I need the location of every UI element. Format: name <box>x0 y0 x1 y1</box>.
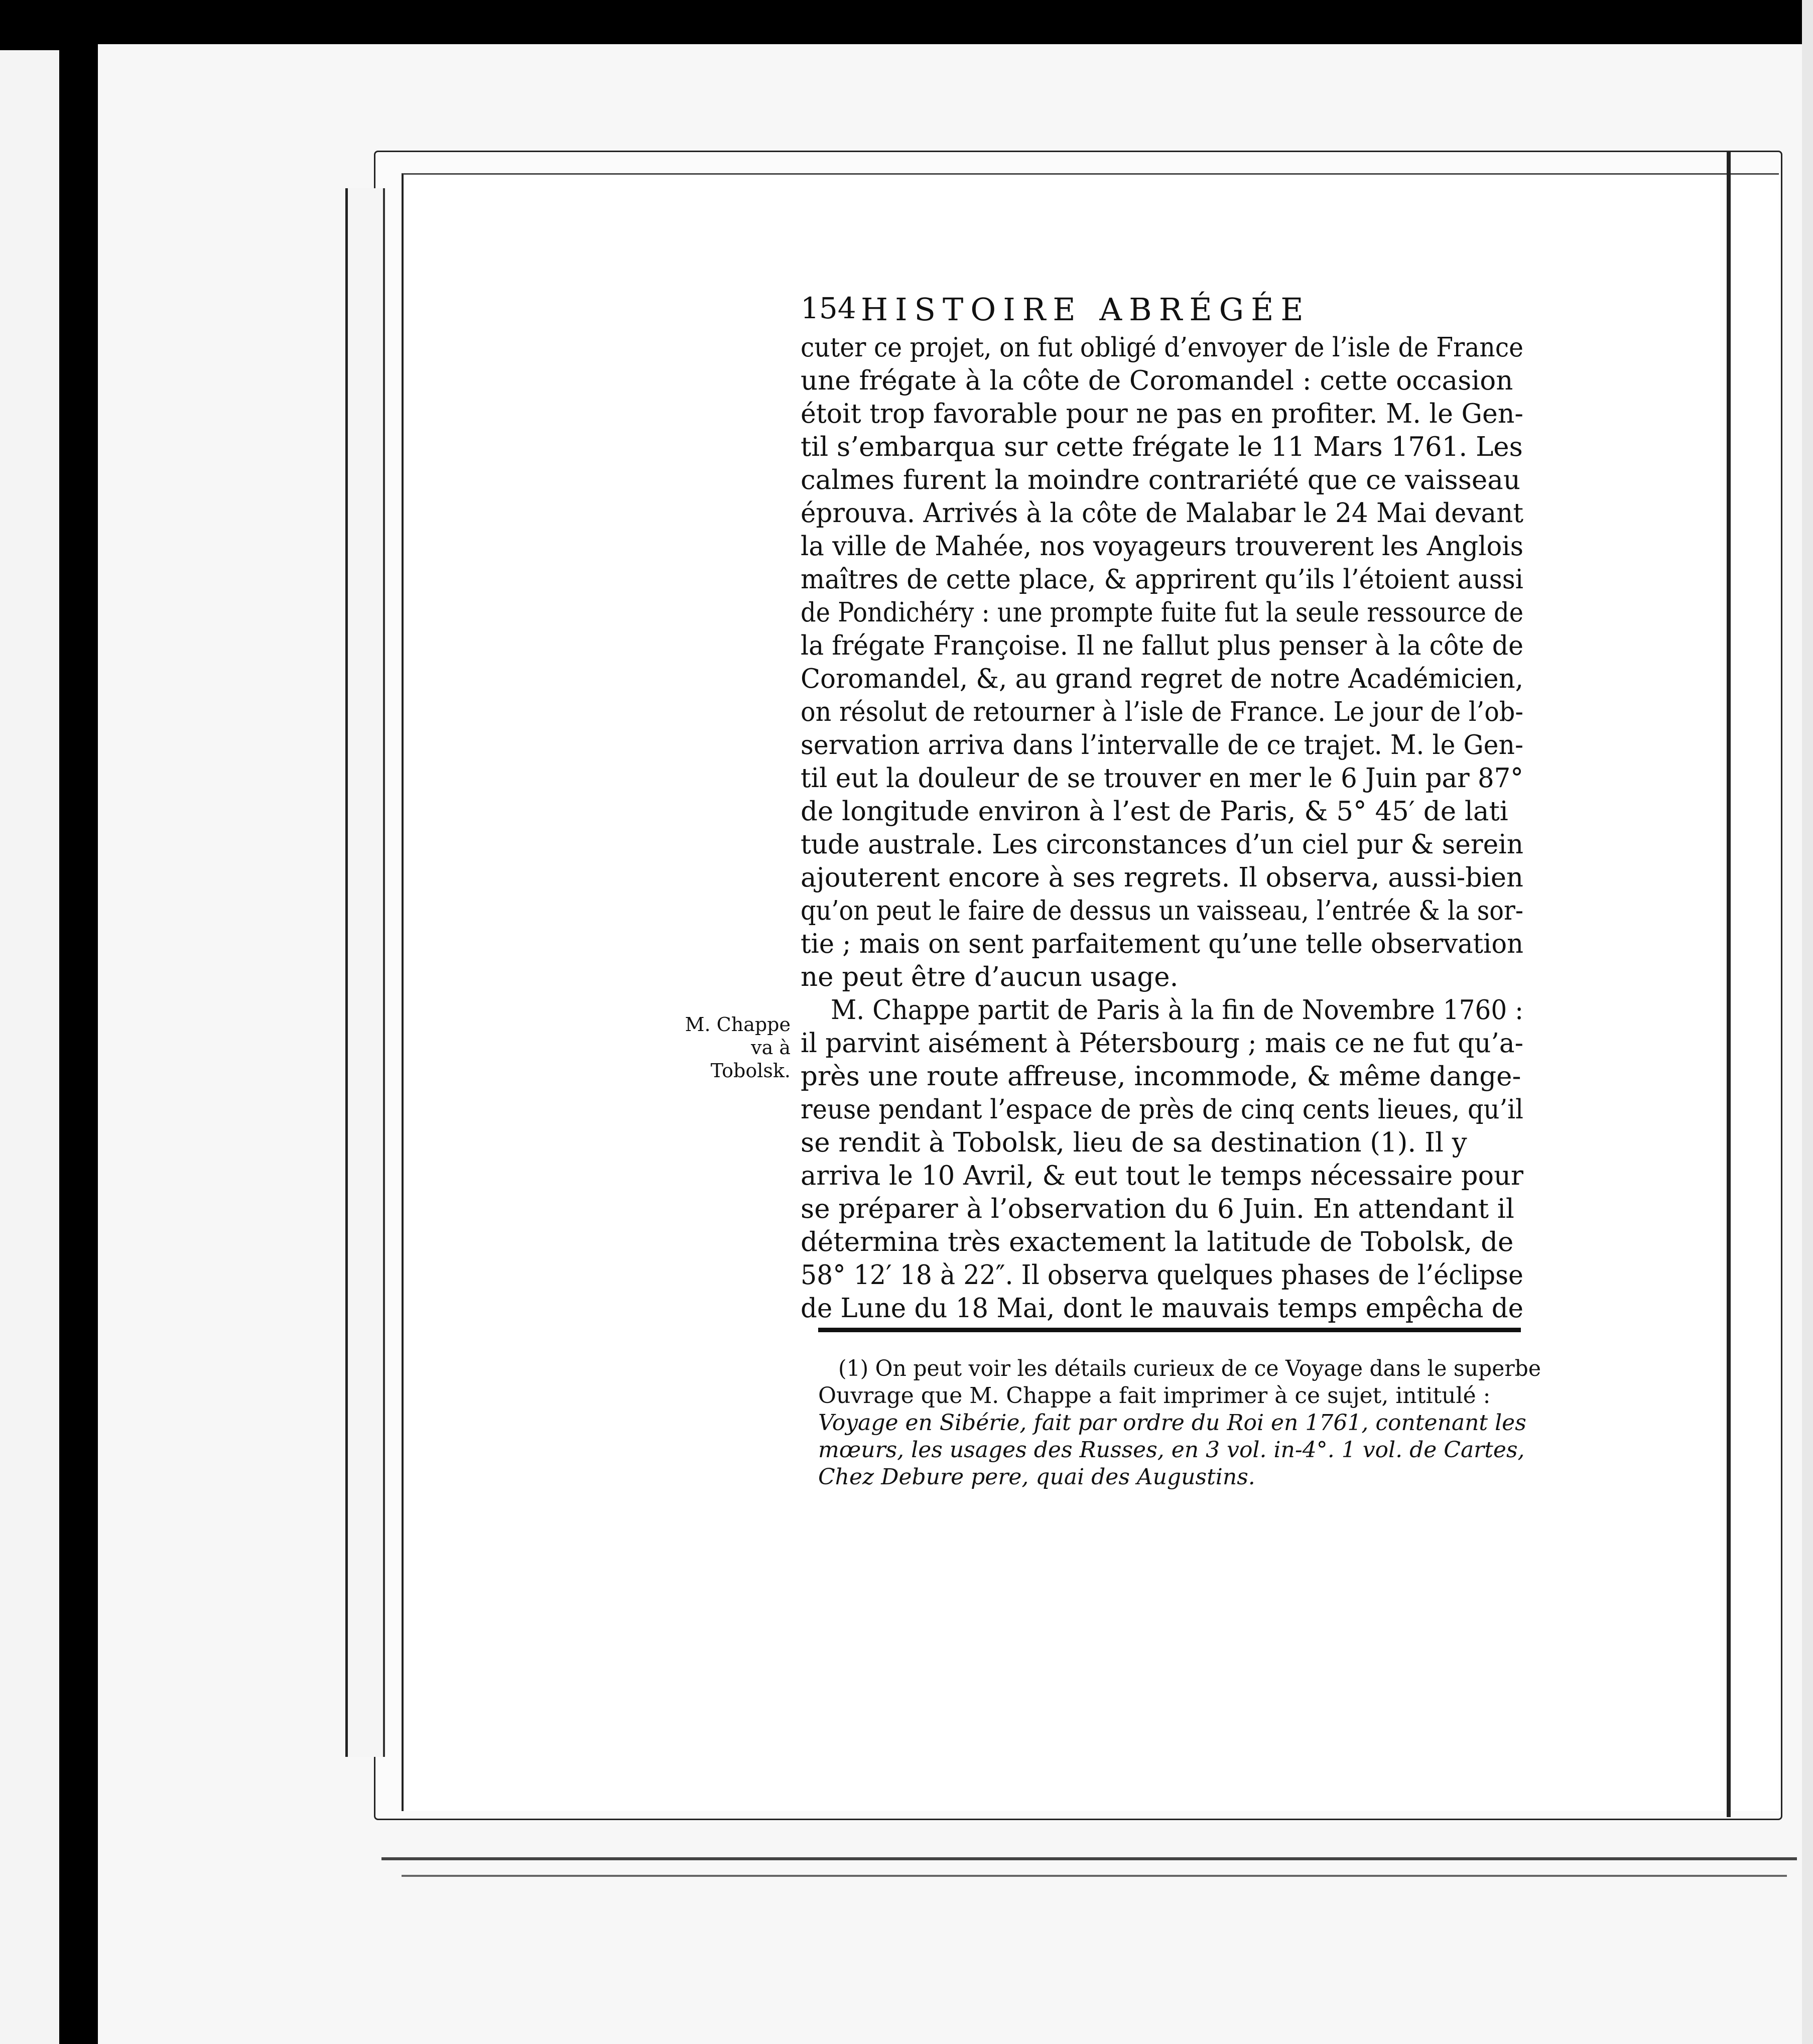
book-bottom-edge <box>381 1857 1797 1860</box>
facing-page-edge <box>0 50 59 2044</box>
body-text <box>801 331 1523 1325</box>
body-line: une frégate à la côte de Coromandel : cette occasion <box>801 365 1513 396</box>
body-line: détermina très exactement la latitude de Tobolsk, de <box>801 1227 1514 1257</box>
margin-note <box>675 1013 791 1082</box>
right-frame-edge <box>1802 0 1813 2044</box>
body-line: de Pondichéry : une prompte fuite fut la seule ressource de <box>801 597 1523 628</box>
body-line: qu’on peut le faire de dessus un vaisseau, l’entrée & la sor- <box>801 896 1523 926</box>
body-line: arriva le 10 Avril, & eut tout le temps nécessaire pour <box>801 1161 1523 1191</box>
book-bottom-edge-inner <box>402 1875 1787 1877</box>
body-line: près une route affreuse, incommode, & même dange- <box>801 1061 1521 1092</box>
body-line: ne peut être d’aucun usage. <box>801 962 1179 992</box>
body-line: tie ; mais on sent parfaitement qu’une telle observation <box>801 929 1523 959</box>
body-line: éprouva. Arrivés à la côte de Malabar le 24 Mai devant <box>801 498 1523 529</box>
footnote-line: Ouvrage que M. Chappe a fait imprimer à ce sujet, intitulé : <box>818 1383 1491 1409</box>
body-line: maîtres de cette place, & apprirent qu’ils l’étoient aussi <box>801 564 1523 595</box>
book-spine-edges <box>345 188 385 1757</box>
body-line: se rendit à Tobolsk, lieu de sa destination (1). Il y <box>801 1127 1467 1158</box>
page-text-block <box>801 291 1523 1325</box>
page-number: 154 <box>801 291 856 325</box>
body-line: til eut la douleur de se trouver en mer le 6 Juin par 87° <box>801 763 1523 794</box>
margin-note-line: va à Tobolsk. <box>710 1037 791 1082</box>
body-line: cuter ce projet, on fut obligé d’envoyer de l’isle de France <box>801 332 1523 363</box>
body-line: la frégate Françoise. Il ne fallut plus penser à la côte de <box>801 630 1523 661</box>
footnote-line: (1) On peut voir les détails curieux de ce Voyage dans le superbe <box>838 1356 1541 1381</box>
body-line: il parvint aisément à Pétersbourg ; mais ce ne fut qu’a- <box>801 1028 1523 1059</box>
footnote-rule <box>818 1328 1521 1332</box>
body-line: calmes furent la moindre contrariété que ce vaisseau <box>801 465 1521 495</box>
body-line: servation arriva dans l’intervalle de ce trajet. M. le Gen- <box>801 730 1523 760</box>
margin-note-line: M. Chappe <box>685 1013 791 1036</box>
body-line: étoit trop favorable pour ne pas en profiter. M. le Gen- <box>801 399 1523 429</box>
footnote-line: Voyage en Sibérie, fait par ordre du Roi en 1761, contenant les <box>818 1410 1526 1436</box>
footnote-line: mœurs, les usages des Russes, en 3 vol. in-4°. 1 vol. de Cartes, <box>818 1437 1525 1463</box>
body-line: de Lune du 18 Mai, dont le mauvais temps empêcha de <box>801 1293 1523 1324</box>
body-line: til s’embarqua sur cette frégate le 11 Mars 1761. Les <box>801 432 1523 462</box>
body-line: de longitude environ à l’est de Paris, & 5° 45′ de lati <box>801 796 1508 827</box>
body-line: M. Chappe partit de Paris à la fin de Novembre 1760 : <box>831 995 1523 1026</box>
body-line: Coromandel, &, au grand regret de notre Académicien, <box>801 664 1523 694</box>
page-header <box>801 291 1523 331</box>
body-line: reuse pendant l’espace de près de cinq cents lieues, qu’il <box>801 1094 1523 1125</box>
body-line: ajouterent encore à ses regrets. Il observa, aussi-bien <box>801 862 1523 893</box>
book-right-edge <box>1727 151 1731 1817</box>
body-line: tude australe. Les circonstances d’un ciel pur & serein <box>801 829 1523 860</box>
footnotes <box>818 1355 1541 1491</box>
body-line: 58° 12′ 18 à 22″. Il observa quelques phases de l’éclipse <box>801 1260 1523 1291</box>
body-line: se préparer à l’observation du 6 Juin. En attendant il <box>801 1194 1514 1224</box>
body-line: la ville de Mahée, nos voyageurs trouverent les Anglois <box>801 531 1523 562</box>
body-line: on résolut de retourner à l’isle de France. Le jour de l’ob- <box>801 697 1523 727</box>
footnote-line: Chez Debure pere, quai des Augustins. <box>818 1464 1255 1490</box>
running-head: HISTOIRE ABRÉGÉE <box>861 291 1311 328</box>
